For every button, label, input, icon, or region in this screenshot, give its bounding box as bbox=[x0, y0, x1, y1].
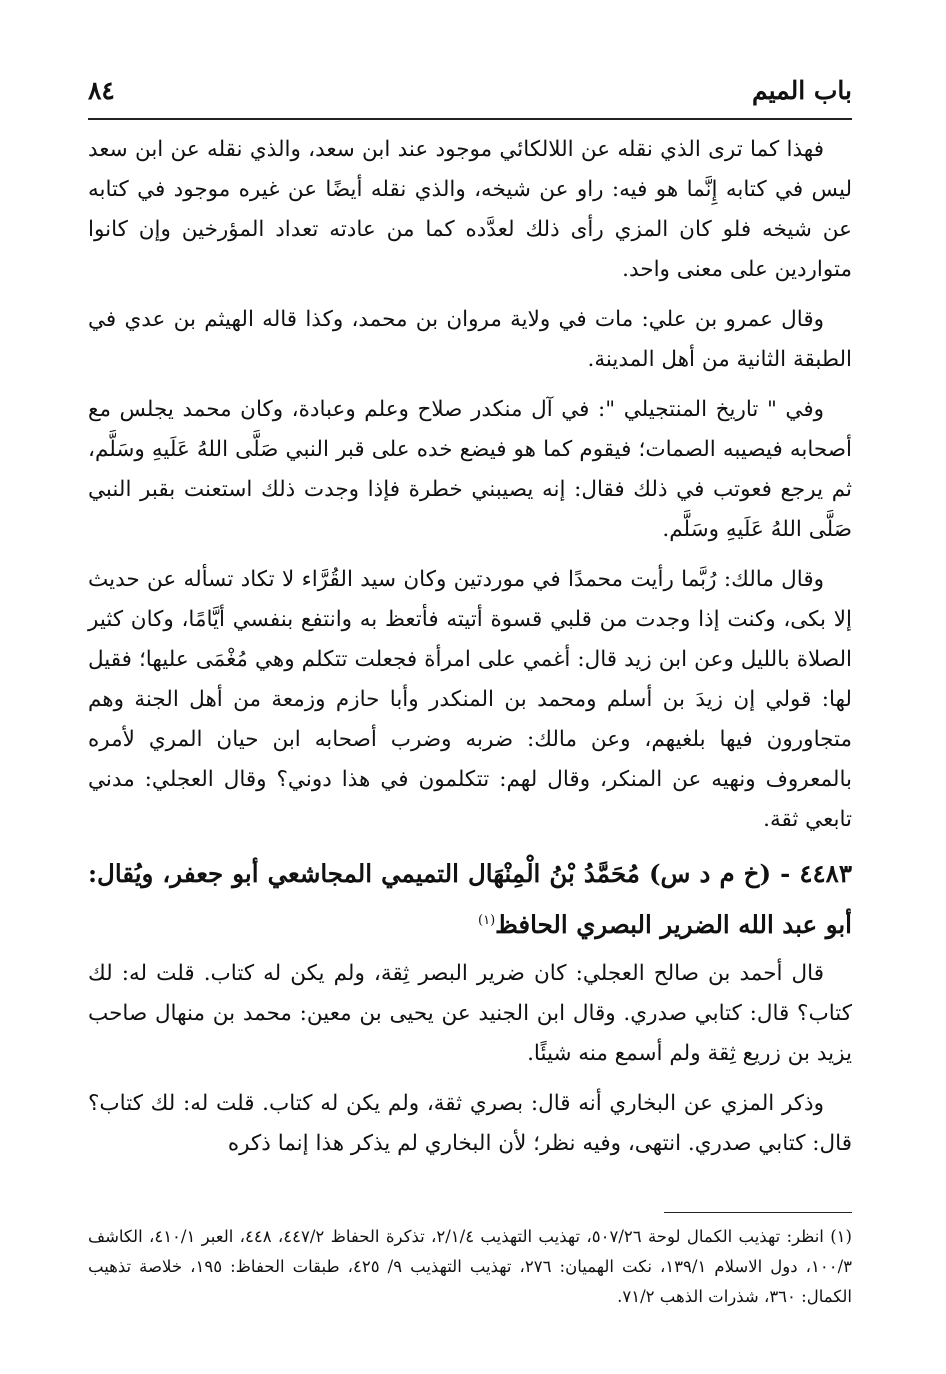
chapter-title: باب الميم bbox=[751, 76, 852, 105]
footnote-separator bbox=[664, 1212, 852, 1213]
main-text bbox=[88, 130, 852, 1174]
paragraph: وذكر المزي عن البخاري أنه قال: بصري ثقة، ولم يكن له كتاب. قلت له: لك كتاب؟ قال: كتابي صدري. انتهى، وفيه نظر؛ لأن البخاري لم يذكر هذا إنما ذكره bbox=[88, 1091, 852, 1157]
footnote: (١) انظر: تهذيب الكمال لوحة ٥٠٧/٢٦، تهذيب التهذيب ٢/١/٤، تذكرة الحفاظ ٤٤٧/٢، ٤٤٨، العبر ٤١٠/١، الكاشف ١٠٠/٣، دول الاسلام ١٣٩/١، نكت الهميان: ٢٧٦، تهذيب التهذيب ٩/ ٤٢٥، طبقات الحفاظ: ١٩٥، خلاصة تذهيب الكمال: ٣٦٠، شذرات الذهب ٧١/٢. bbox=[88, 1227, 852, 1306]
paragraph: وفي " تاريخ المنتجيلي ": في آل منكدر صلاح وعلم وعبادة، وكان محمد يجلس مع أصحابه فيصيبه الصمات؛ فيقوم كما هو فيضع خده على قبر النبي صَلَّى اللهُ عَلَيهِ وسَلَّم، ثم يرجع فعوتب في ذلك فقال: إنه يصيبني خطرة فإذا وجدت ذلك استعنت بقبر النبي صَلَّى اللهُ عَلَيهِ وسَلَّم. bbox=[88, 397, 852, 542]
entry-heading bbox=[88, 850, 852, 948]
paragraph: وقال عمرو بن علي: مات في ولاية مروان بن محمد، وكذا قاله الهيثم بن عدي في الطبقة الثانية من أهل المدينة. bbox=[88, 307, 852, 372]
paragraph: وقال مالك: رُبَّما رأيت محمدًا في موردتين وكان سيد القُرَّاء لا تكاد تسأله عن حديث إلا بكى، وكنت إذا وجدت من قلبي قسوة أتيته فأتعظ به وانتفع بنفسي أيَّامًا، وكان كثير الصلاة بالليل وعن ابن زيد قال: أغمي على امرأة فجعلت تتكلم وهي مُغْمَى عليها؛ فقيل لها: قولي إن زيدَ بن أسلم ومحمد بن المنكدر وأبا حازم وزمعة من أهل الجنة وهم متجاورون فيها بلغيهم، وعن مالك: ضربه وضرب أصحابه ابن حيان المري لأمره بالمعروف ونهيه عن المنكر، وقال لهم: تتكلمون في هذا دوني؟ وقال العجلي: مدني تابعي ثقة. bbox=[88, 567, 852, 832]
entry-heading-text: ٤٤٨٣ - (خ م د س) مُحَمَّدُ بْنُ الْمِنْهَال التميمي المجاشعي أبو جعفر، ويُقال: أبو عبد الله الضرير البصري الحافظ bbox=[88, 859, 852, 940]
paragraph: فهذا كما ترى الذي نقله عن اللالكائي موجود عند ابن سعد، والذي نقله عن ابن سعد ليس في كتابه إِنَّما هو فيه: راو عن شيخه، والذي نقله أيضًا عن غيره موجود في كتابه عن شيخه فلو كان المزي رأى ذلك لعدَّده كما من عادته تعداد المؤرخين وإن كانوا متواردين على معنى واحد. bbox=[88, 137, 852, 282]
page-number: ٨٤ bbox=[88, 76, 115, 105]
page-header bbox=[88, 70, 852, 120]
footnote-ref: (١) bbox=[478, 913, 496, 928]
paragraph: قال أحمد بن صالح العجلي: كان ضرير البصر ثِقة، ولم يكن له كتاب. قلت له: لك كتاب؟ قال: كتابي صدري. وقال ابن الجنيد عن يحيى بن معين: محمد بن منهال صاحب يزيد بن زريع ثِقة ولم أسمع منه شيئًا. bbox=[88, 961, 852, 1067]
